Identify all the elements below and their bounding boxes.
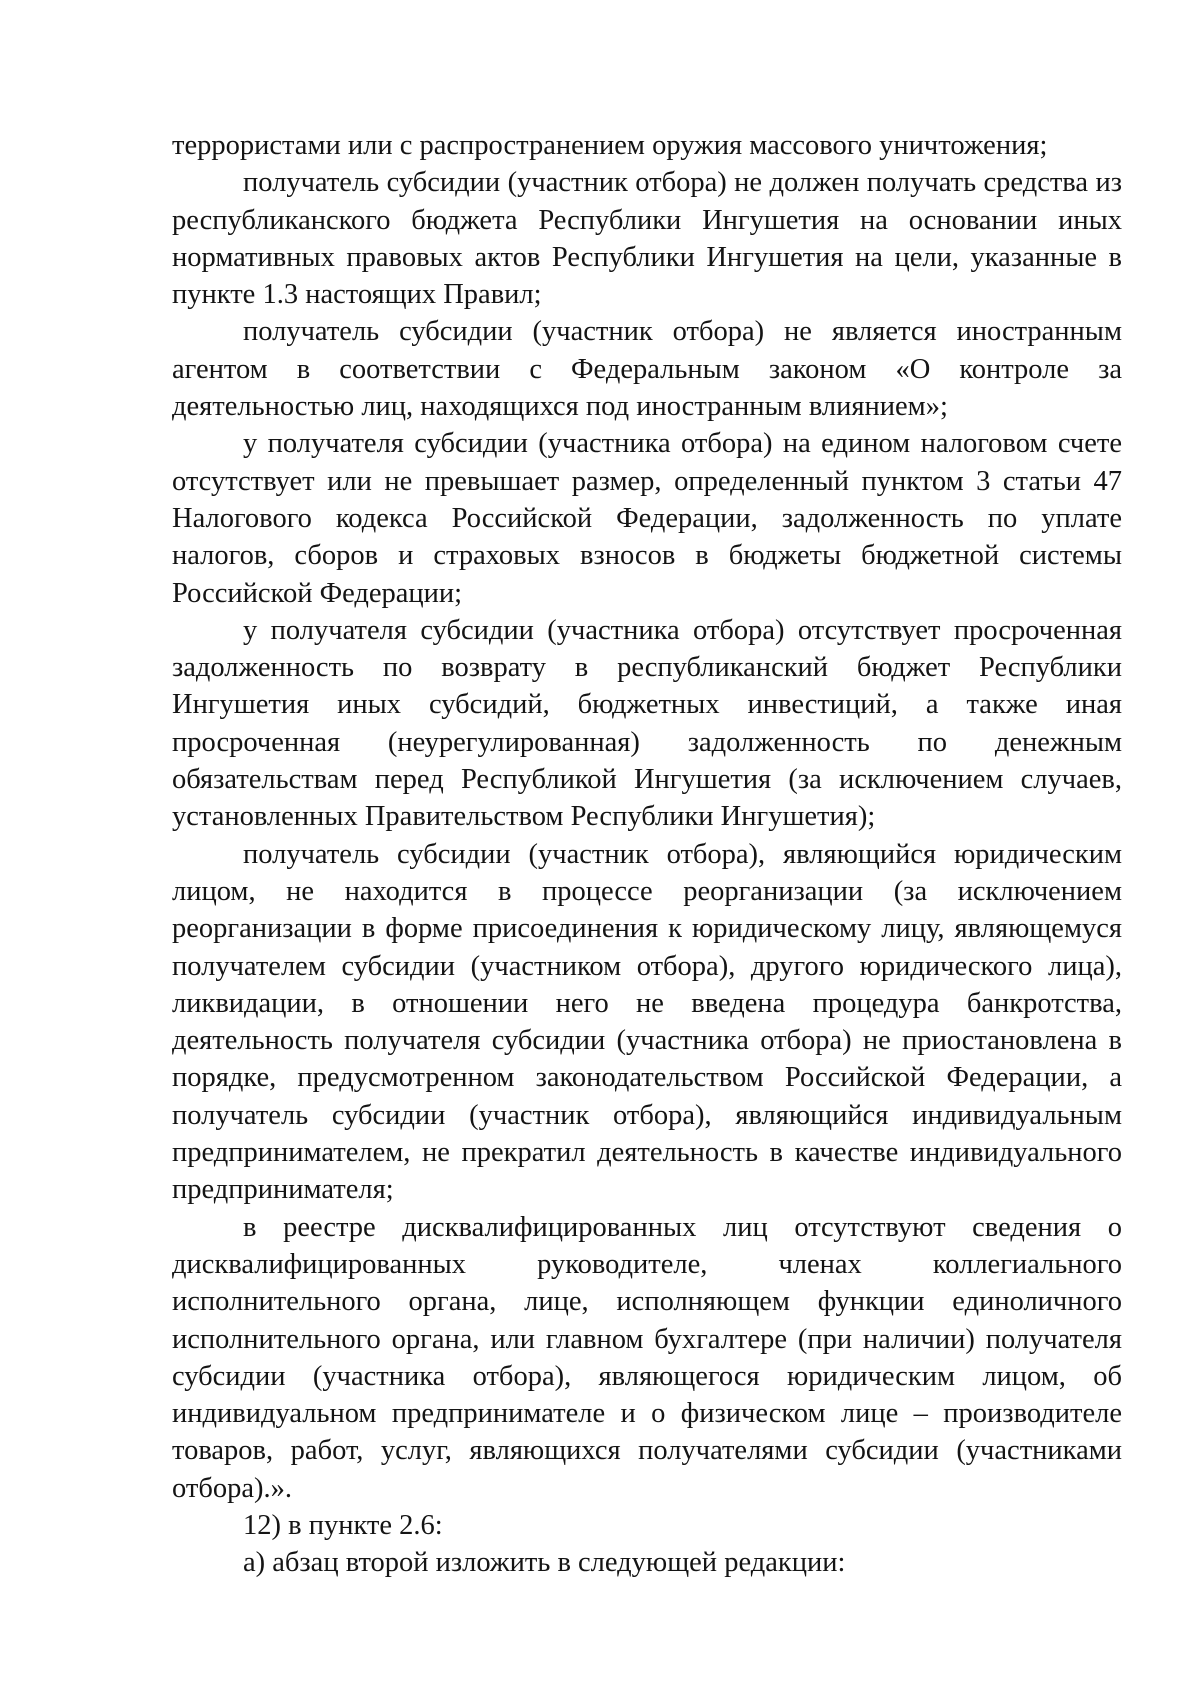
paragraph-item-12: 12) в пункте 2.6: — [243, 1509, 443, 1541]
paragraph-overdue-debt: у получателя субсидии (участника отбора) отсутствует просроченная задолженность по возврату в республиканский бюджет Республики Ингушетия иных субсидий, бюджетных инвестиций, а также иная просроченная (неурегулированная) задолженность по денежным обязательствам перед Республикой Ингушетия (за исключением случаев, установленных Правительством Республики Ингушетия); — [172, 614, 1122, 833]
paragraph-foreign-agent: получатель субсидии (участник отбора) не является иностранным агентом в соответствии с Федеральным законом «О контроле за деятельностью лиц, находящихся под иностранным влиянием»; — [172, 316, 1122, 423]
paragraph-tax-debt: у получателя субсидии (участника отбора) на едином налоговом счете отсутствует или не превышает размер, определенный пунктом 3 статьи 47 Налогового кодекса Российской Федерации, задолженность по уплате налогов, сборов и страховых взносов в бюджеты бюджетной системы Российской Федерации; — [172, 428, 1122, 609]
paragraph-reorganization: получатель субсидии (участник отбора), являющийся юридическим лицом, не находится в процессе реорганизации (за исключением реорганизации в форме присоединения к юридическому лицу, являющемуся получателем субсидии (участником отбора), другого юридического лица), ликвидации, в отношении него не введена процедура банкротства, деятельность получателя субсидии (участника отбора) не приостановлена в порядке, предусмотренном законодательством Российской Федерации, а получатель субсидии (участник отбора), являющийся индивидуальным предпринимателем, не прекратил деятельность в качестве индивидуального предпринимателя; — [172, 838, 1122, 1206]
paragraph-budget-funds: получатель субсидии (участник отбора) не должен получать средства из республиканского бюджета Республики Ингушетия на основании иных нормативных правовых актов Республики Ингушетия на цели, указанные в пункте 1.3 настоящих Правил; — [172, 167, 1122, 311]
paragraph-item-a: а) абзац второй изложить в следующей редакции: — [243, 1547, 846, 1579]
paragraph-continuation: террористами или с распространением оружия массового уничтожения; — [172, 130, 1048, 161]
paragraph-disqualified-registry: в реестре дисквалифицированных лиц отсутствуют сведения о дисквалифицированных руководителе, членах коллегиального исполнительного органа, лице, исполняющем функции единоличного исполнительного органа, или главном бухгалтере (при наличии) получателя субсидии (участника отбора), являющегося юридическим лицом, об индивидуальном предпринимателе и о физическом лице – производителе товаров, работ, услуг, являющихся получателями субсидии (участниками отбора).». — [172, 1211, 1122, 1504]
document-body — [172, 127, 1122, 1582]
